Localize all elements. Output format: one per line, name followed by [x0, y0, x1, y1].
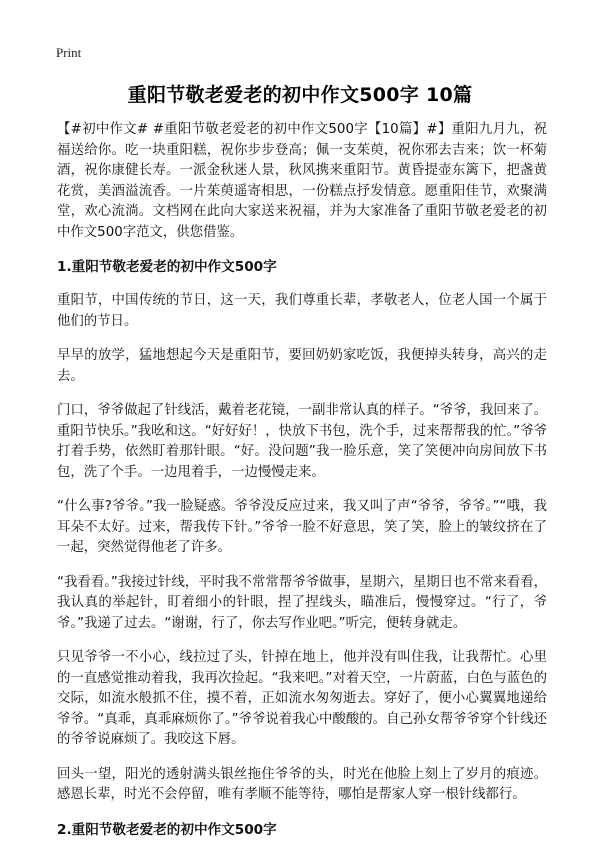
document-title: 重阳节敬老爱老的初中作文500字 10篇: [127, 84, 473, 106]
print-link[interactable]: Print: [56, 45, 82, 60]
section-heading-1: 1.重阳节敬老爱老的初中作文500字: [57, 259, 277, 275]
essay-paragraph: 重阳节，中国传统的节日，这一天，我们尊重长辈，孝敬老人，位老人国一个属于他们的节日。: [57, 293, 547, 329]
essay-paragraph: 门口，爷爷做起了针线活，戴着老花镜，一副非常认真的样子。“爷爷，我回来了。重阳节快乐。”我吆和这。“好好好！，快放下书包，洗个手，过来帮帮我的忙。”爷爷打着手势，依然盯着那针眼。“好。没问题”我一脸乐意，笑了笑便冲向房间放下书包，洗了个手。一边甩着手，一边慢慢走来。: [57, 403, 547, 480]
section-heading-2: 2.重阳节敬老爱老的初中作文500字: [57, 821, 277, 838]
essay-paragraph: 早早的放学，猛地想起今天是重阳节，要回奶奶家吃饭，我便掉头转身，高兴的走去。: [57, 348, 547, 384]
essay-paragraph: “什么事?爷爷。”我一脸疑惑。爷爷没反应过来，我又叫了声“爷爷，爷爷。”“哦，我耳朵不太好。过来，帮我传下针。”爷爷一脸不好意思，笑了笑，脸上的皱纹挤在了一起，突然觉得他老了许多。: [57, 499, 547, 555]
intro-paragraph: 【#初中作文# #重阳节敬老爱老的初中作文500字【10篇】#】重阳九月九，祝福送给你。吃一块重阳糕，祝你步步登高；佩一支茱萸，祝你邪去吉来；饮一杯菊酒，祝你康健长寿。一派金秋迷人景，秋风携来重阳节。黄昏提壶东篱下，把盏黄花赏，美酒溢流香。一片茱萸遥寄相思，一份糕点抒发情意。愿重阳佳节，欢聚满堂，欢心流淌。文档网在此向大家送来祝福，并为大家准备了重阳节敬老爱老的初中作文500字范文，供您借鉴。: [57, 122, 547, 240]
essay-paragraph: 只见爷爷一不小心，线拉过了头，针掉在地上，他并没有叫住我，让我帮忙。心里的一直感觉推动着我，我再次捡起。“我来吧。”对着天空，一片蔚蓝，白色与蓝色的交际，如流水般抓不住，摸不着，正如流水匆匆逝去。穿好了，便小心翼翼地递给爷爷。“真乖，真乖麻烦你了。”爷爷说着我心中酸酸的。自己孙女帮爷爷穿个针线还的爷爷说麻烦了。我咬这下唇。: [57, 650, 547, 747]
essay-paragraph: 回头一望，阳光的透射满头银丝拖住爷爷的头，时光在他脸上刻上了岁月的痕迹。感恩长辈，时光不会停留，唯有孝顺不能等待，哪怕是帮家人穿一根针线都行。: [57, 766, 547, 802]
essay-paragraph: “我看看。”我接过针线，平时我不常常帮爷爷做事，星期六，星期日也不常来看看，我认真的举起针，盯着细小的针眼，捏了捏线头，瞄准后，慢慢穿过。“行了，爷爷。”我递了过去。“谢谢，行了，你去写作业吧。”听完，便转身就走。: [57, 574, 547, 631]
document-body: [57, 120, 547, 854]
